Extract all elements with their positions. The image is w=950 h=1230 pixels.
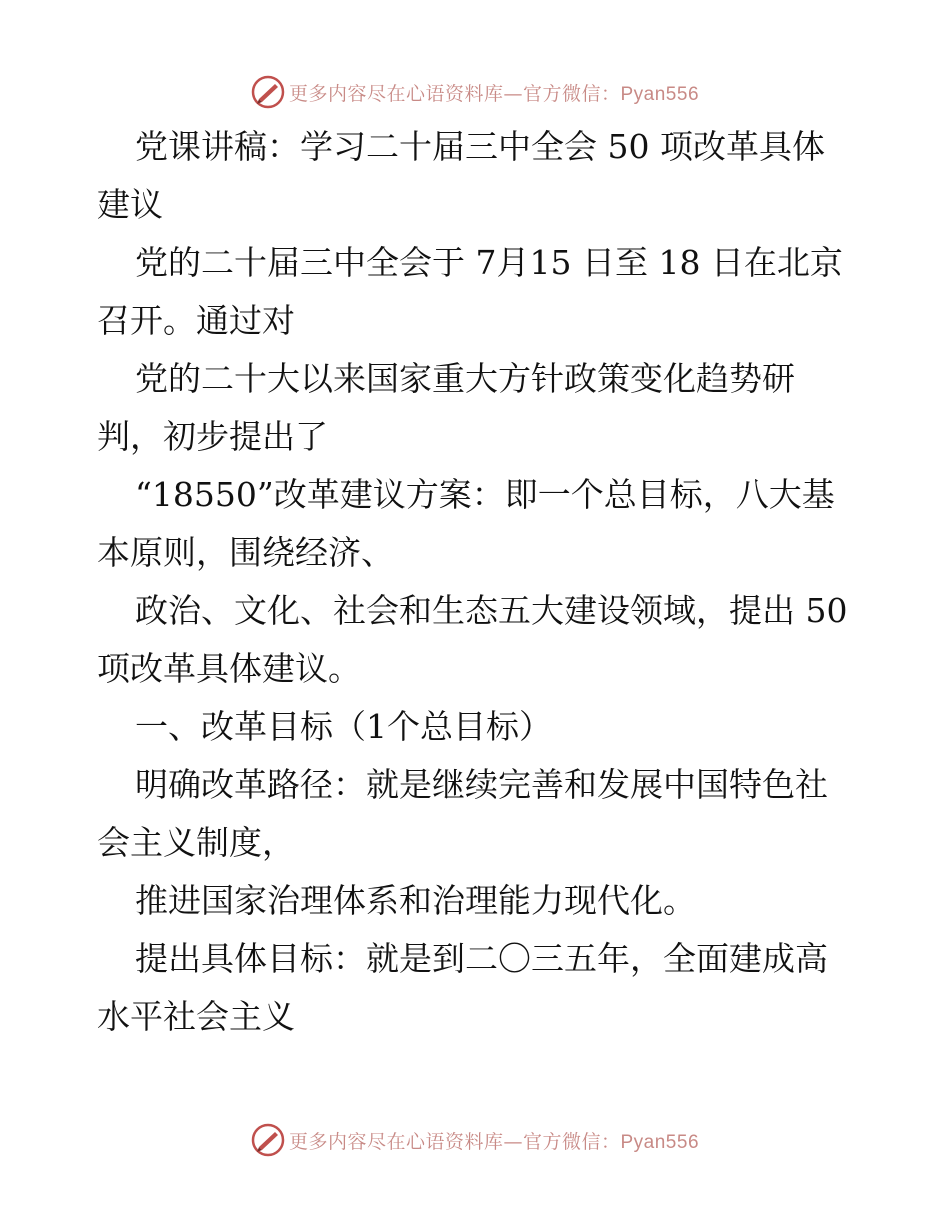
paragraph: 提出具体目标：就是到二〇三五年，全面建成高水平社会主义 <box>97 939 828 1036</box>
paragraph: “18550”改革建议方案：即一个总目标，八大基本原则，围绕经济、 <box>97 475 835 572</box>
document-body <box>97 118 857 1046</box>
watermark-text: 更多内容尽在心语资料库—官方微信：Pyan556 <box>288 82 700 105</box>
pen-logo-icon <box>251 75 285 109</box>
section-heading: 一、改革目标（1个总目标） <box>135 707 552 746</box>
paragraph: 党的二十大以来国家重大方针政策变化趋势研判，初步提出了 <box>97 359 795 456</box>
watermark-text: 更多内容尽在心语资料库—官方微信：Pyan556 <box>288 1130 700 1153</box>
pen-logo-icon <box>251 1123 285 1157</box>
footer-watermark <box>0 1120 950 1160</box>
paragraph: 政治、文化、社会和生态五大建设领域，提出 50 项改革具体建议。 <box>97 591 848 688</box>
paragraph: 党的二十届三中全会于 7月15 日至 18 日在北京召开。通过对 <box>97 243 843 340</box>
paragraph: 明确改革路径：就是继续完善和发展中国特色社会主义制度， <box>97 765 828 862</box>
paragraph: 推进国家治理体系和治理能力现代化。 <box>135 881 696 920</box>
document-title: 党课讲稿：学习二十届三中全会 50 项改革具体建议 <box>97 127 825 224</box>
header-watermark <box>0 72 950 112</box>
